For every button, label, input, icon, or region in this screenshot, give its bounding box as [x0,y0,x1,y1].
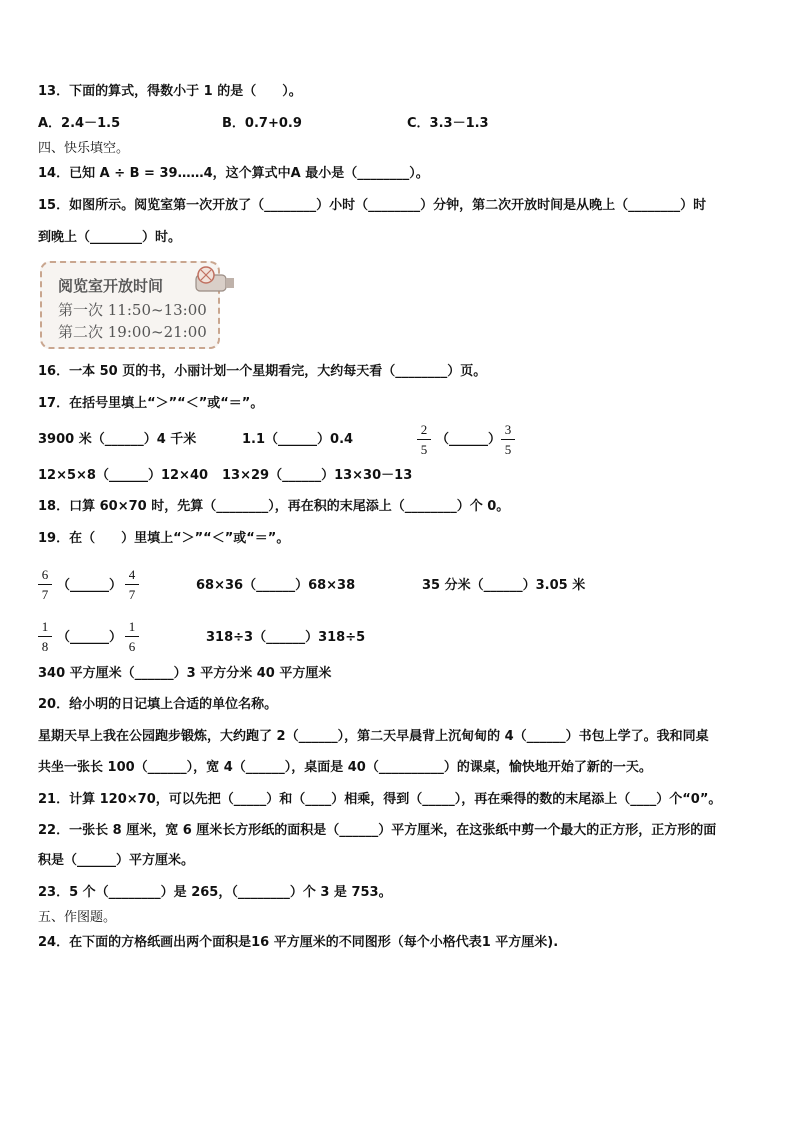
question-23: 23．5 个（________）是 265，（________）个 3 是 753。 [38,885,392,900]
q17-item-1: 3900 米（______）4 千米 [38,432,197,447]
q19-item-3: 35 分米（______）3.05 米 [422,578,586,593]
q17-item-2: 1.1（______）0.4 [242,432,354,447]
projector-icon [192,265,236,295]
question-14: 14．已知 A ÷ B = 39……4，这个算式中A 最小是（________）。 [38,166,429,181]
q19-item-4-blank: （______） [57,630,123,645]
q17-fraction-left: 2 5 [416,421,432,458]
sign-row-second: 第二次 19:00~21:00 [58,323,207,341]
q19-fraction-2-right: 1 6 [124,618,140,655]
question-17: 17．在括号里填上“＞”“＜”或“＝”。 [38,396,264,411]
question-20-diary-line1: 星期天早上我在公园跑步锻炼，大约跑了 2（______），第二天早晨背上沉甸甸的 4（______）书包上学了。我和同桌 [38,729,709,744]
option-b: B．0.7+0.9 [222,116,302,131]
section-heading-5: 五、作图题。 [38,910,117,925]
q19-fraction-1-right: 4 7 [124,566,140,603]
q19-item-1-blank: （______） [57,578,123,593]
q17-item-3-blank: （______） [436,432,502,447]
q17-fraction-right: 3 5 [500,421,516,458]
question-18: 18．口算 60×70 时，先算（________），再在积的末尾添上（________）个 0。 [38,499,510,514]
sign-title: 阅览室开放时间 [58,277,164,295]
question-16: 16．一本 50 页的书，小丽计划一个星期看完，大约每天看（________）页。 [38,364,487,379]
question-22-line2: 积是（______）平方厘米。 [38,853,195,868]
q19-fraction-1-left: 6 7 [37,566,53,603]
option-c: C．3.3－1.3 [407,116,489,131]
question-15-line1: 15．如图所示。阅览室第一次开放了（________）小时（________）分钟，第二次开放时间是从晚上（________）时 [38,198,707,213]
option-a: A．2.4－1.5 [38,116,121,131]
q17-item-5: 13×29（______）13×30－13 [222,468,413,483]
section-heading-4: 四、快乐填空。 [38,141,130,156]
sign-row-first: 第一次 11:50~13:00 [58,301,207,319]
q19-item-2: 68×36（______）68×38 [196,578,356,593]
question-22-line1: 22．一张长 8 厘米，宽 6 厘米长方形纸的面积是（______）平方厘米，在这张纸中剪一个最大的正方形，正方形的面 [38,823,717,838]
question-24: 24．在下面的方格纸画出两个面积是16 平方厘米的不同图形（每个小格代表1 平方厘米). [38,935,559,950]
q19-item-5: 318÷3（______）318÷5 [206,630,366,645]
question-20-diary-line2: 共坐一张长 100（______），宽 4（______），桌面是 40（__________）的课桌，愉快地开始了新的一天。 [38,760,652,775]
q19-fraction-2-left: 1 8 [37,618,53,655]
question-19: 19．在（ ）里填上“＞”“＜”或“＝”。 [38,531,290,546]
question-15-line2: 到晚上（________）时。 [38,230,182,245]
q19-item-6: 340 平方厘米（______）3 平方分米 40 平方厘米 [38,666,332,681]
reading-room-hours-sign [40,261,220,349]
question-20: 20．给小明的日记填上合适的单位名称。 [38,697,278,712]
question-21: 21．计算 120×70，可以先把（_____）和（____）相乘，得到（_____），再在乘得的数的末尾添上（____）个“0”。 [38,792,722,807]
question-13: 13．下面的算式，得数小于 1 的是（ ）。 [38,84,302,99]
q17-item-4: 12×5×8（______）12×40 [38,468,209,483]
